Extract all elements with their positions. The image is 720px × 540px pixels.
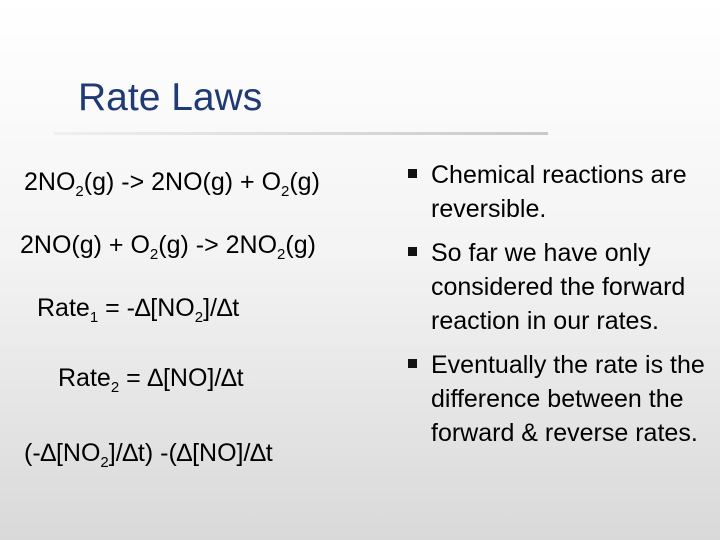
bullet-list [406,158,706,460]
forward-equation [24,168,320,200]
forward-eq-sub1: 2 [75,183,84,200]
slide-title: Rate Laws [78,76,263,119]
rate1-part2: = -∆[NO [98,294,195,322]
net-rate-expression [24,439,273,471]
reverse-eq-sub2: 2 [277,246,286,263]
rate1-part1: Rate [37,294,90,322]
forward-eq-part1: 2NO [24,168,76,196]
bullet-item [406,348,706,450]
square-bullet-icon [408,169,417,178]
reverse-eq-part1: 2NO(g) + O [20,231,150,259]
rate2-part2: = ∆[NO]/∆t [119,364,244,392]
square-bullet-icon [408,359,417,368]
rate1-part3: ]/∆t [203,294,240,322]
bullet-text: So far we have only considered the forward reaction in our rates. [431,239,686,335]
net-rate-sub1: 2 [100,454,109,471]
rate2-part1: Rate [58,364,111,392]
net-rate-part2: ]/∆t) -(∆[NO]/∆t [108,439,273,467]
bullet-item [406,158,706,226]
square-bullet-icon [408,247,417,256]
rate1-sub1: 1 [89,309,99,326]
title-underline [54,132,548,135]
forward-eq-part3: (g) [289,168,320,196]
reverse-eq-sub1: 2 [149,246,159,263]
rate2-expression [58,364,244,396]
reverse-eq-part2: (g) -> 2NO [158,231,278,259]
bullet-text: Eventually the rate is the difference between the forward & reverse rates. [431,351,705,447]
forward-eq-part2: (g) -> 2NO(g) + O [83,168,282,196]
net-rate-part1: (-∆[NO [24,439,101,467]
rate1-expression [37,294,240,326]
reverse-eq-part3: (g) [285,231,316,259]
forward-eq-sub2: 2 [281,183,290,200]
rate1-sub2: 2 [194,309,204,326]
rate2-sub1: 2 [110,379,120,396]
bullet-item [406,236,706,338]
bullet-text: Chemical reactions are reversible. [431,161,687,223]
reverse-equation [20,231,316,263]
